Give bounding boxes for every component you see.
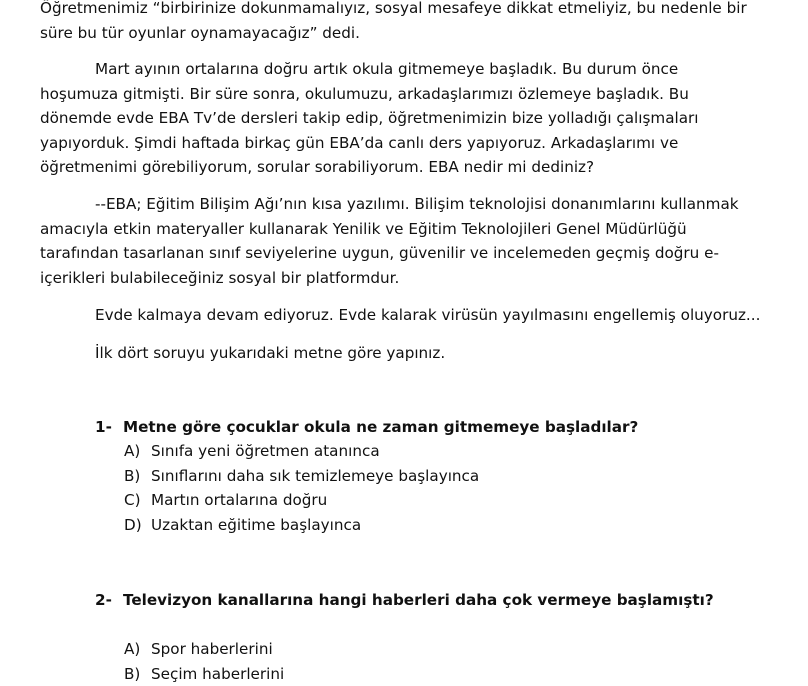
paragraph-march-story: Mart ayının ortalarına doğru artık okula gitmemeye başladık. Bu durum önce hoşumuza gitmişti. Bir süre sonra, okulumuzu, arkadaşlarımızı özlemeye başladık. Bu dönemde evde EBA Tv’de dersleri takip edip, öğretmenimizin bize yolladığı çalışmaları yapıyorduk. Şimdi haftada birkaç gün EBA’da canlı ders yapıyoruz. Arkadaşlarımı ve öğretmenimi görebiliyorum, sorular sorabiliyorum. EBA nedir mi dediniz? xyxy=(40,57,760,180)
option-letter: B) xyxy=(124,464,151,489)
question-number: 2- xyxy=(95,588,123,613)
option-d xyxy=(124,513,479,538)
option-text: Martın ortalarına doğru xyxy=(151,491,327,509)
option-b xyxy=(124,662,284,686)
option-text: Uzaktan eğitime başlayınca xyxy=(151,516,361,534)
question-2 xyxy=(95,588,714,613)
option-text: Sınıfa yeni öğretmen atanınca xyxy=(151,442,380,460)
option-letter: C) xyxy=(124,488,151,513)
option-c xyxy=(124,488,479,513)
instruction-text: İlk dört soruyu yukarıdaki metne göre yapınız. xyxy=(95,341,445,366)
question-text: Televizyon kanallarına hangi haberleri daha çok vermeye başlamıştı? xyxy=(123,591,714,609)
question-1 xyxy=(95,415,638,440)
option-letter: A) xyxy=(124,637,151,662)
option-text: Seçim haberlerini xyxy=(151,665,284,683)
option-letter: D) xyxy=(124,513,151,538)
paragraph-eba-definition: --EBA; Eğitim Bilişim Ağı’nın kısa yazılımı. Bilişim teknolojisi donanımlarını kullanmak amacıyla etkin materyaller kullanarak Yenilik ve Eğitim Teknolojileri Genel Müdürlüğü tarafından tasarlanan sınıf seviyelerine uygun, güvenilir ve incelemeden geçmiş doğru e-içerikleri bulabileceğiniz sosyal bir platformdur. xyxy=(40,192,760,290)
option-letter: B) xyxy=(124,662,151,686)
option-text: Spor haberlerini xyxy=(151,640,273,658)
question-2-options xyxy=(124,637,284,686)
option-b xyxy=(124,464,479,489)
question-text: Metne göre çocuklar okula ne zaman gitmemeye başladılar? xyxy=(123,418,638,436)
question-1-options xyxy=(124,439,479,537)
paragraph-teacher-quote: Öğretmenimiz “birbirinize dokunmamalıyız, sosyal mesafeye dikkat etmeliyiz, bu nedenle bir süre bu tür oyunlar oynamayacağız” dedi. xyxy=(40,0,760,45)
question-number: 1- xyxy=(95,415,123,440)
option-a xyxy=(124,637,284,662)
option-a xyxy=(124,439,479,464)
option-text: Sınıflarını daha sık temizlemeye başlayınca xyxy=(151,467,479,485)
option-letter: A) xyxy=(124,439,151,464)
paragraph-stay-home: Evde kalmaya devam ediyoruz. Evde kalarak virüsün yayılmasını engellemiş oluyoruz... xyxy=(95,303,760,328)
